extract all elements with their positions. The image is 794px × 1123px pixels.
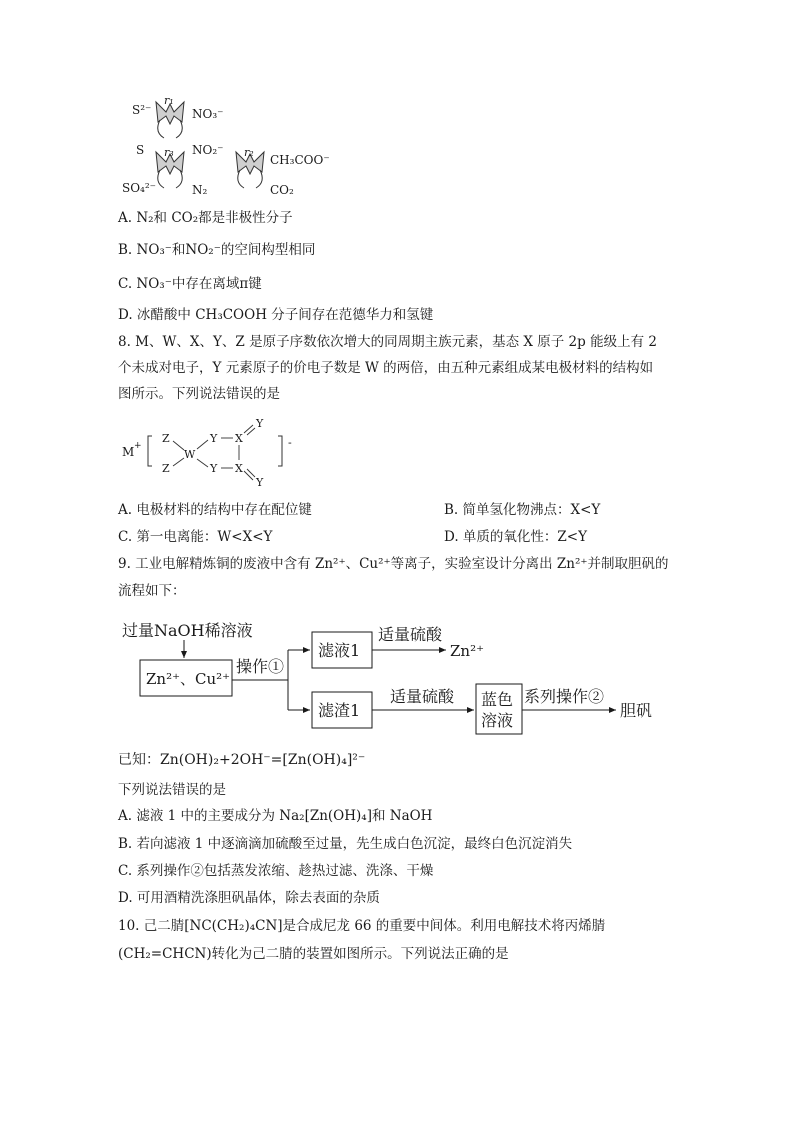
flow-acid1: 适量硫酸 bbox=[378, 625, 443, 644]
so4-label: SO₄²⁻ bbox=[122, 181, 157, 195]
flow-start: Zn²⁺、Cu²⁺ bbox=[146, 670, 231, 688]
r2-label: r₂ bbox=[244, 146, 254, 159]
s-label: S bbox=[136, 143, 145, 157]
n2-label: N₂ bbox=[192, 183, 208, 197]
struct-x-top: X bbox=[235, 432, 243, 445]
q7-option-d: D. 冰醋酸中 CH₃COOH 分子间存在范德华力和氢键 bbox=[118, 307, 434, 323]
left-bracket bbox=[148, 436, 152, 466]
enzyme-r1-icon bbox=[156, 102, 184, 138]
no3-label: NO₃⁻ bbox=[192, 107, 224, 121]
q7-option-c: C. NO₃⁻中存在离域π键 bbox=[118, 276, 262, 292]
struct-y-bottom: Y bbox=[210, 462, 218, 475]
struct-y-outer-top: Y bbox=[256, 417, 264, 430]
flow-filtrate: 滤液1 bbox=[318, 641, 361, 660]
q9-option-d: D. 可用酒精洗涤胆矾晶体，除去表面的杂质 bbox=[118, 890, 380, 906]
co2-label: CO₂ bbox=[270, 183, 294, 197]
q7-option-a: A. N₂和 CO₂都是非极性分子 bbox=[118, 210, 293, 226]
flow-zn: Zn²⁺ bbox=[450, 642, 485, 660]
q9-option-c: C. 系列操作②包括蒸发浓缩、趁热过滤、洗涤、干燥 bbox=[118, 863, 434, 879]
flowchart bbox=[118, 612, 678, 742]
struct-m-plus: + bbox=[134, 441, 142, 451]
struct-m: M bbox=[122, 445, 135, 459]
flow-op2: 系列操作② bbox=[524, 687, 605, 706]
ch3coo-label: CH₃COO⁻ bbox=[270, 153, 330, 167]
struct-w: W bbox=[184, 448, 196, 461]
right-bracket bbox=[278, 436, 282, 466]
flow-blue-line1: 蓝色 bbox=[481, 690, 514, 709]
q9-question: 下列说法错误的是 bbox=[118, 782, 226, 798]
q8-option-b: B. 简单氢化物沸点：X<Y bbox=[444, 502, 601, 518]
q8-stem-line2: 个未成对电子，Y 元素原子的价电子数是 W 的两倍，由五种元素组成某电极材料的结构如 bbox=[118, 360, 654, 376]
q8-option-c: C. 第一电离能：W<X<Y bbox=[118, 529, 273, 545]
struct-y-top: Y bbox=[210, 432, 218, 445]
no2-label: NO₂⁻ bbox=[192, 143, 224, 157]
q8-stem-line1: 8. M、W、X、Y、Z 是原子序数依次增大的同周期主族元素，基态 X 原子 2p 能级上有 2 bbox=[118, 334, 657, 350]
q10-stem-line2: (CH₂=CHCN)转化为己二腈的装置如图所示。下列说法正确的是 bbox=[118, 946, 509, 962]
s2-label: S²⁻ bbox=[132, 103, 152, 117]
struct-z-top: Z bbox=[162, 432, 170, 445]
mechanism-figure bbox=[118, 92, 358, 204]
q10-stem-line1: 10. 己二腈[NC(CH₂)₄CN]是合成尼龙 66 的重要中间体。利用电解技术将丙烯腈 bbox=[118, 918, 606, 934]
struct-minus: - bbox=[288, 436, 292, 449]
q8-option-a: A. 电极材料的结构中存在配位键 bbox=[118, 502, 312, 518]
r1-label: r₁ bbox=[164, 94, 174, 107]
q8-option-d: D. 单质的氧化性：Z<Y bbox=[444, 529, 588, 545]
q9-stem-line1: 9. 工业电解精炼铜的废液中含有 Zn²⁺、Cu²⁺等离子，实验室设计分离出 Zn²⁺并制取胆矾的 bbox=[118, 556, 669, 572]
r3-label: r₃ bbox=[164, 146, 174, 159]
flow-blue-line2: 溶液 bbox=[481, 711, 514, 730]
q9-known: 已知：Zn(OH)₂+2OH⁻=[Zn(OH)₄]²⁻ bbox=[118, 752, 366, 768]
flow-acid2: 适量硫酸 bbox=[390, 687, 455, 706]
flow-op1: 操作① bbox=[236, 657, 285, 676]
q9-option-b: B. 若向滤液 1 中逐滴滴加硫酸至过量，先生成白色沉淀，最终白色沉淀消失 bbox=[118, 836, 573, 852]
struct-x-bottom: X bbox=[235, 462, 243, 475]
q9-option-a: A. 滤液 1 中的主要成分为 Na₂[Zn(OH)₄]和 NaOH bbox=[118, 808, 433, 824]
struct-y-outer-bottom: Y bbox=[256, 476, 264, 489]
electrode-structure bbox=[118, 414, 318, 494]
q7-option-b: B. NO₃⁻和NO₂⁻的空间构型相同 bbox=[118, 242, 316, 258]
q9-stem-line2: 流程如下： bbox=[118, 583, 186, 599]
flow-reagent: 过量NaOH稀溶液 bbox=[122, 621, 253, 640]
struct-z-bottom: Z bbox=[162, 462, 170, 475]
flow-product: 胆矾 bbox=[620, 701, 653, 720]
flow-residue: 滤渣1 bbox=[318, 701, 361, 720]
q8-stem-line3: 图所示。下列说法错误的是 bbox=[118, 386, 280, 402]
